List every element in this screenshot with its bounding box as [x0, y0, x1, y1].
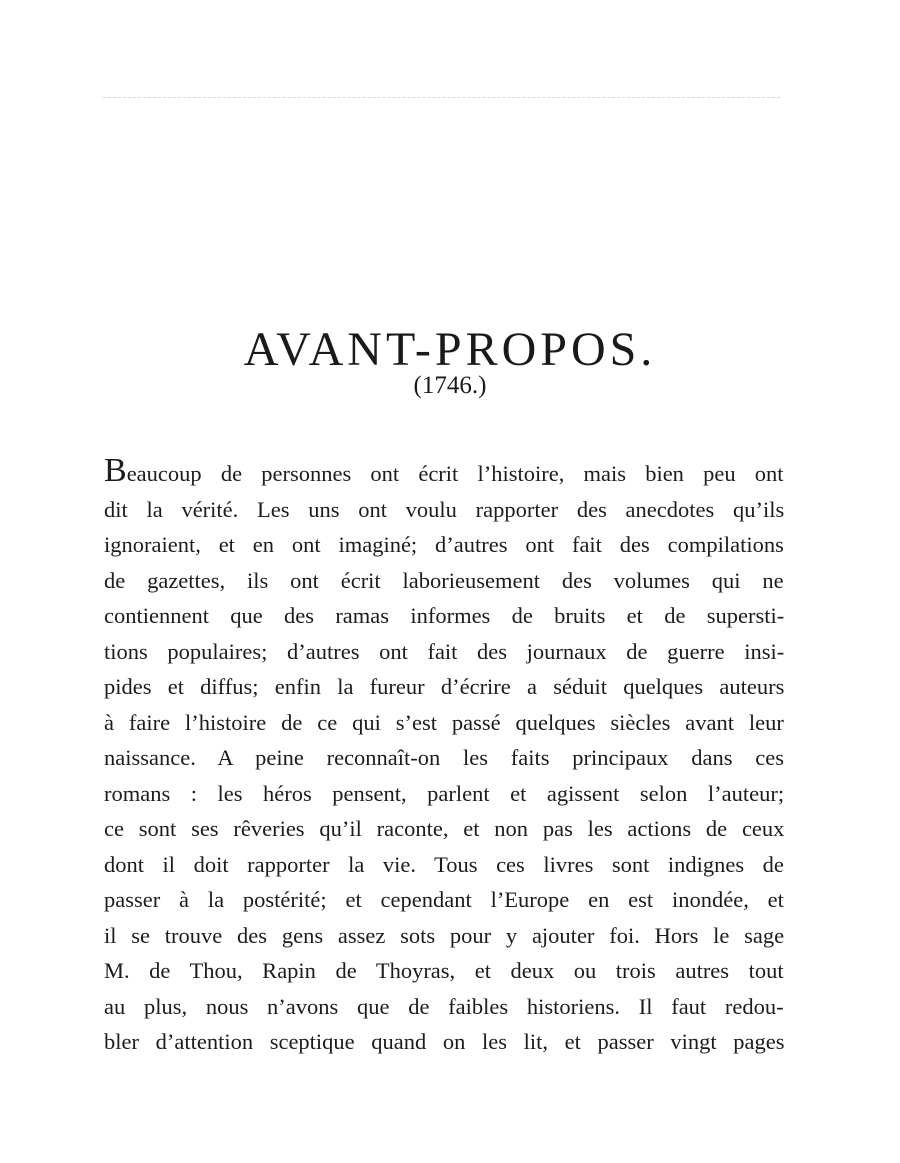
text-line: il se trouve des gens assez sots pour y ajouter foi. Hors le sage [104, 922, 785, 948]
text-line: pides et diffus; enfin la fureur d’écrire a séduit quelques auteurs [104, 674, 785, 699]
text-line: dont il doit rapporter la vie. Tous ces livres sont indignes de [104, 851, 784, 877]
text-line: naissance. A peine reconnaît-on les faits principaux dans ces [104, 745, 784, 770]
top-rule [103, 97, 780, 98]
text-line: tions populaires; d’autres ont fait des journaux de guerre insi- [104, 638, 785, 664]
body-paragraph [104, 452, 785, 1060]
text-line: Beaucoup de personnes ont écrit l’histoire, mais bien peu ont [104, 452, 784, 489]
date-subtitle: (1746.) [413, 372, 487, 399]
text-line: passer à la postérité; et cependant l’Europe en est inondée, et [104, 887, 784, 912]
text-line: ignoraient, et en ont imaginé; d’autres ont fait des compilations [104, 532, 784, 557]
text-line: bler d’attention sceptique quand on les lit, et passer vingt pages [104, 1029, 785, 1054]
page-title: AVANT-PROPOS. [243, 323, 657, 377]
text-line: à faire l’histoire de ce qui s’est passé quelques siècles avant leur [104, 709, 784, 735]
text-line: M. de Thou, Rapin de Thoyras, et deux ou trois autres tout [104, 958, 784, 983]
text-line: romans : les héros pensent, parlent et agissent selon l’auteur; [104, 780, 785, 806]
drop-cap: B [104, 452, 127, 489]
text-line: contiennent que des ramas informes de bruits et de supersti- [104, 603, 785, 628]
text-line: de gazettes, ils ont écrit laborieusement des volumes qui ne [104, 567, 784, 593]
text-line: dit la vérité. Les uns ont voulu rapporter des anecdotes qu’ils [104, 496, 785, 522]
text-line: au plus, nous n’avons que de faibles historiens. Il faut redou- [104, 993, 784, 1019]
text-line: ce sont ses rêveries qu’il raconte, et non pas les actions de ceux [104, 816, 785, 841]
